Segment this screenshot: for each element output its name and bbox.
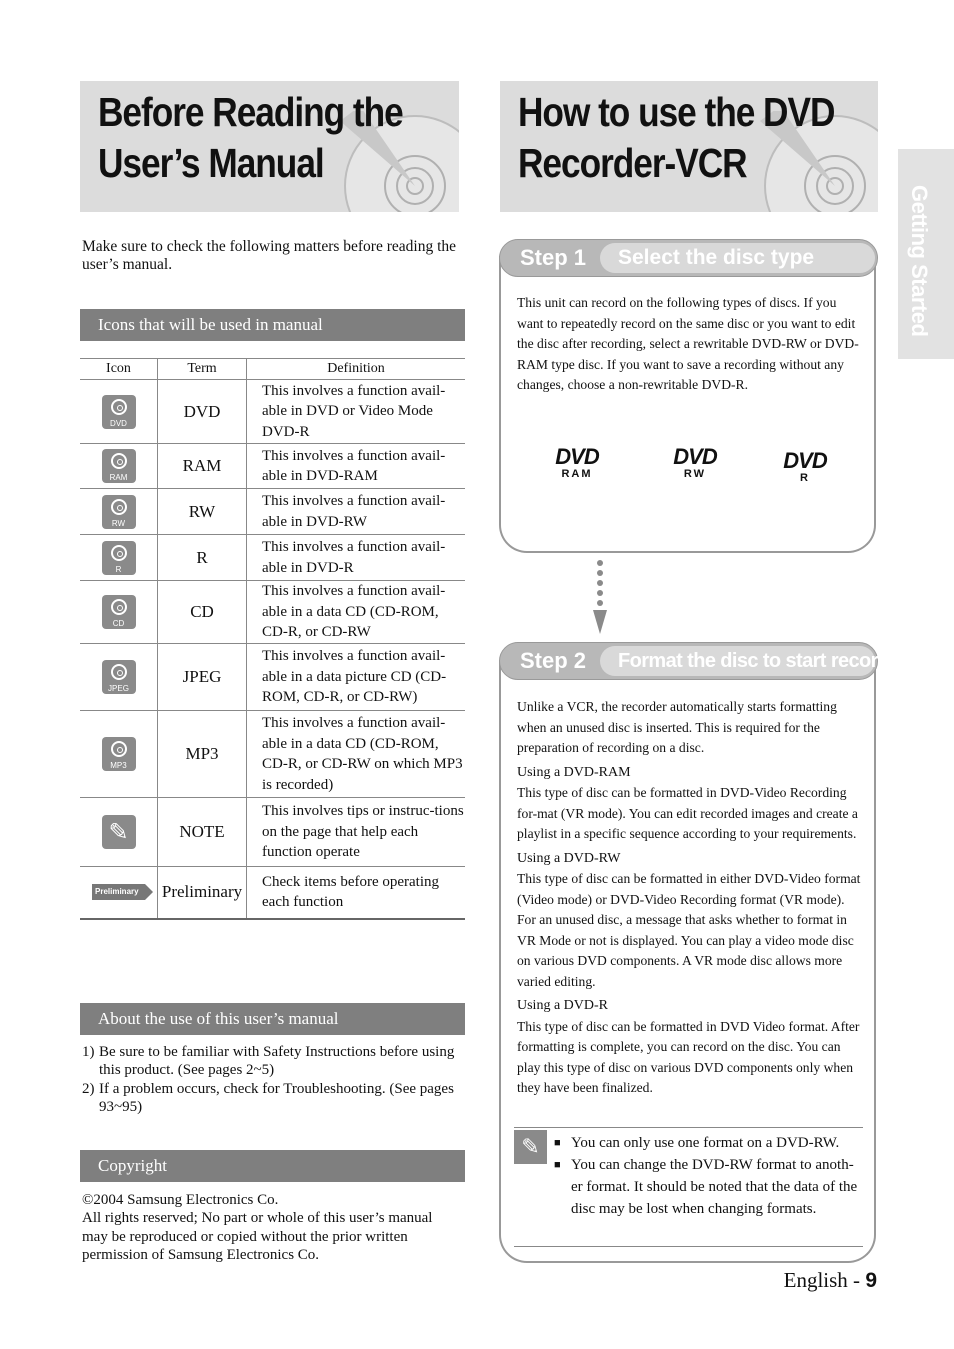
step2-title: Format the disc to start recording bbox=[600, 646, 875, 676]
list-item: 1) Be sure to be familiar with Safety Instructions before using this product. (See pages 2~5) bbox=[82, 1044, 455, 1079]
note-pencil-icon: ✎ bbox=[514, 1130, 547, 1164]
step1-label: Step 1 bbox=[520, 245, 587, 270]
copyright-section-header: Copyright bbox=[80, 1150, 465, 1182]
preliminary-arrow-icon: Preliminary bbox=[92, 884, 145, 900]
term-cell: DVD bbox=[158, 380, 247, 444]
cd-disc-icon: CD bbox=[102, 595, 136, 629]
jpeg-disc-icon: JPEG bbox=[102, 660, 136, 694]
term-cell: NOTE bbox=[158, 798, 247, 867]
table-row bbox=[80, 581, 465, 644]
section-heading: Using a DVD-RW bbox=[517, 850, 621, 866]
step2-content bbox=[517, 697, 865, 1103]
page-number: English - 9 bbox=[783, 1268, 877, 1292]
term-cell: MP3 bbox=[158, 711, 247, 798]
term-cell: RAM bbox=[158, 444, 247, 489]
step2-header bbox=[499, 642, 918, 680]
dvd-disc-icon: DVD bbox=[102, 395, 136, 429]
table-row bbox=[80, 867, 465, 919]
dvd-rw-logo: DVD RW bbox=[673, 444, 717, 480]
table-header-row bbox=[80, 359, 465, 380]
term-cell: JPEG bbox=[158, 644, 247, 711]
definition-cell: This involves a function avail-able in DVD-RAM bbox=[247, 444, 466, 489]
table-row bbox=[80, 489, 465, 535]
list-item: ■ You can only use one format on a DVD-RW. bbox=[554, 1135, 840, 1151]
table-row bbox=[80, 711, 465, 798]
mp3-disc-icon: MP3 bbox=[102, 737, 136, 771]
chapter-tab-label: Getting Started bbox=[907, 185, 932, 337]
column-header-icon: Icon bbox=[80, 359, 158, 380]
left-header-banner bbox=[80, 81, 459, 212]
section-text: This type of disc can be formatted in either DVD-Video format (Video mode) or DVD-Video Recording format (VR mode). For an unused disc, a message that asks whether to format in VR Mode or not is displayed. You can play a video mode disc on various DVD components. A VR mode disc allows more varied editing. bbox=[517, 871, 861, 989]
table-row bbox=[80, 444, 465, 489]
dvd-ram-logo: DVD RAM bbox=[555, 444, 599, 480]
copyright-text: ©2004 Samsung Electronics Co. All rights reserved; No part or whole of this user’s manual may be reproduced or copied without the prior written permission of Samsung Electronics Co. bbox=[82, 1192, 433, 1263]
dotted-arrow-icon bbox=[590, 558, 610, 636]
icons-section-header: Icons that will be used in manual bbox=[80, 309, 465, 341]
note-pencil-icon: ✎ bbox=[102, 815, 136, 849]
section-heading: Using a DVD-R bbox=[517, 998, 608, 1013]
note-list bbox=[554, 1132, 864, 1220]
definition-cell: This involves a function avail-able in a data picture CD (CD-ROM, CD-R, or CD-RW) bbox=[247, 644, 466, 711]
icons-table bbox=[80, 358, 465, 920]
ram-disc-icon: RAM bbox=[102, 449, 136, 483]
list-item: 2) If a problem occurs, check for Troubleshooting. (See pages 93~95) bbox=[82, 1080, 454, 1115]
intro-text: Make sure to check the following matters before reading the user’s manual. bbox=[82, 238, 457, 273]
step1-title: Select the disc type bbox=[600, 243, 875, 273]
step2-label: Step 2 bbox=[520, 648, 587, 673]
section-heading: Using a DVD-RAM bbox=[517, 764, 631, 780]
about-section-header: About the use of this user’s manual bbox=[80, 1003, 465, 1035]
definition-cell: This involves a function avail-able in DVD-R bbox=[247, 535, 466, 581]
term-cell: Preliminary bbox=[158, 867, 247, 919]
term-cell: RW bbox=[158, 489, 247, 535]
column-header-term: Term bbox=[158, 359, 247, 380]
rw-disc-icon: RW bbox=[102, 495, 136, 529]
definition-cell: This involves a function avail-able in a data CD (CD-ROM, CD-R, or CD-RW on which MP3 is recorded) bbox=[247, 711, 466, 798]
dvd-r-logo: DVD R bbox=[783, 448, 827, 484]
chapter-side-tab bbox=[898, 149, 954, 359]
about-list bbox=[82, 1043, 462, 1116]
step1-header bbox=[499, 239, 878, 277]
step1-text: This unit can record on the following types of discs. If you want to repeatedly record on the same disc or you want to edit the disc after recording, select a rewritable DVD-RW or DVD-RAM type disc. If you want to save a recording without any changes, choose a non-rewritable DVD-R. bbox=[517, 295, 859, 392]
table-row bbox=[80, 644, 465, 711]
column-header-definition: Definition bbox=[247, 359, 466, 380]
r-disc-icon: R bbox=[102, 541, 136, 575]
left-page-title: Before Reading the User’s Manual bbox=[98, 89, 403, 186]
definition-cell: This involves a function avail-able in a data CD (CD-ROM, CD-R, or CD-RW bbox=[247, 581, 466, 644]
note-box bbox=[514, 1127, 863, 1247]
list-item: ■ You can change the DVD-RW format to anoth-er format. It should be noted that the data of the disc may be lost when changing formats. bbox=[554, 1157, 858, 1217]
definition-cell: Check items before operating each function bbox=[247, 867, 466, 919]
definition-cell: This involves a function avail-able in DVD-RW bbox=[247, 489, 466, 535]
right-header-banner bbox=[500, 81, 878, 212]
definition-cell: This involves a function avail-able in DVD or Video Mode DVD-R bbox=[247, 380, 466, 444]
right-page-title: How to use the DVD Recorder-VCR bbox=[518, 89, 835, 186]
term-cell: R bbox=[158, 535, 247, 581]
table-row bbox=[80, 380, 465, 444]
definition-cell: This involves tips or instruc-tions on the page that help each function operate bbox=[247, 798, 466, 867]
step2-intro: Unlike a VCR, the recorder automatically starts formatting when an unused disc is inserted. This is required for the preparation of recording on a disc. bbox=[517, 699, 837, 755]
term-cell: CD bbox=[158, 581, 247, 644]
table-row bbox=[80, 798, 465, 867]
section-text: This type of disc can be formatted in DVD-Video Recording for-mat (VR mode). You can edit recorded images and create a playlist in a specific sequence according to your requirements. bbox=[517, 785, 858, 841]
table-row bbox=[80, 535, 465, 581]
section-text: This type of disc can be formatted in DVD Video format. After formatting is complete, you can record on the disc. You can play this type of disc on various DVD components only when they have been finalized. bbox=[517, 1018, 860, 1095]
